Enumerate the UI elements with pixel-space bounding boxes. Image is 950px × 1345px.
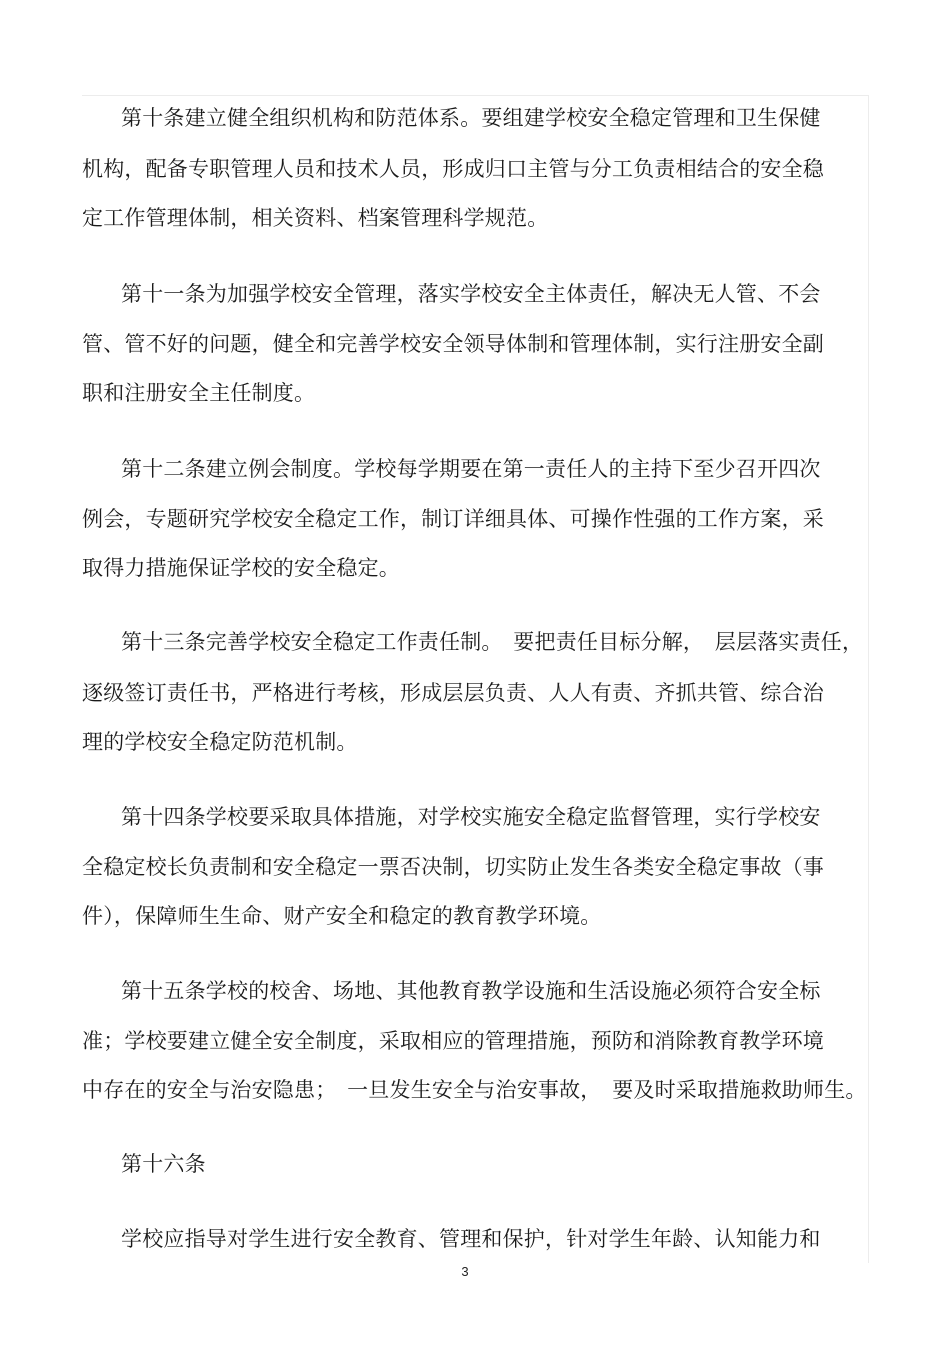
article-16-heading: 第十六条 <box>121 1152 206 1176</box>
article-15-line-2: 准；学校要建立健全安全制度，采取相应的管理措施，预防和消除教育教学环境 <box>82 1029 824 1053</box>
article-10-line-1: 第十条建立健全组织机构和防范体系。要组建学校安全稳定管理和卫生保健 <box>121 106 821 130</box>
page-border-top <box>82 95 868 96</box>
article-10-line-2: 机构，配备专职管理人员和技术人员，形成归口主管与分工负责相结合的安全稳 <box>82 157 824 181</box>
article-14-line-3: 件），保障师生生命、财产安全和稳定的教育教学环境。 <box>82 904 602 928</box>
page-number: 3 <box>461 1264 469 1279</box>
article-13-line-2: 逐级签订责任书，严格进行考核，形成层层负责、人人有责、齐抓共管、综合治 <box>82 681 824 705</box>
article-13-line-1: 第十三条完善学校安全稳定工作责任制。 要把责任目标分解， 层层落实责任， <box>121 630 864 654</box>
article-11-line-3: 职和注册安全主任制度。 <box>82 381 316 405</box>
article-16-line-1: 学校应指导对学生进行安全教育、管理和保护，针对学生年龄、认知能力和 <box>121 1227 821 1251</box>
page-border-right <box>868 95 869 1263</box>
article-12-line-1: 第十二条建立例会制度。学校每学期要在第一责任人的主持下至少召开四次 <box>121 457 821 481</box>
article-12-line-2: 例会，专题研究学校安全稳定工作，制订详细具体、可操作性强的工作方案，采 <box>82 507 824 531</box>
article-12-line-3: 取得力措施保证学校的安全稳定。 <box>82 556 400 580</box>
article-13-line-3: 理的学校安全稳定防范机制。 <box>82 730 358 754</box>
article-14-line-1: 第十四条学校要采取具体措施，对学校实施安全稳定监督管理，实行学校安 <box>121 805 821 829</box>
article-14-line-2: 全稳定校长负责制和安全稳定一票否决制，切实防止发生各类安全稳定事故（事 <box>82 855 824 879</box>
article-10-line-3: 定工作管理体制，相关资料、档案管理科学规范。 <box>82 206 549 230</box>
article-15-line-3: 中存在的安全与治安隐患； 一旦发生安全与治安事故， 要及时采取措施救助师生。 <box>82 1078 867 1102</box>
article-11-line-1: 第十一条为加强学校安全管理，落实学校安全主体责任，解决无人管、不会 <box>121 282 821 306</box>
article-11-line-2: 管、管不好的问题，健全和完善学校安全领导体制和管理体制，实行注册安全副 <box>82 332 824 356</box>
article-15-line-1: 第十五条学校的校舍、场地、其他教育教学设施和生活设施必须符合安全标 <box>121 979 821 1003</box>
